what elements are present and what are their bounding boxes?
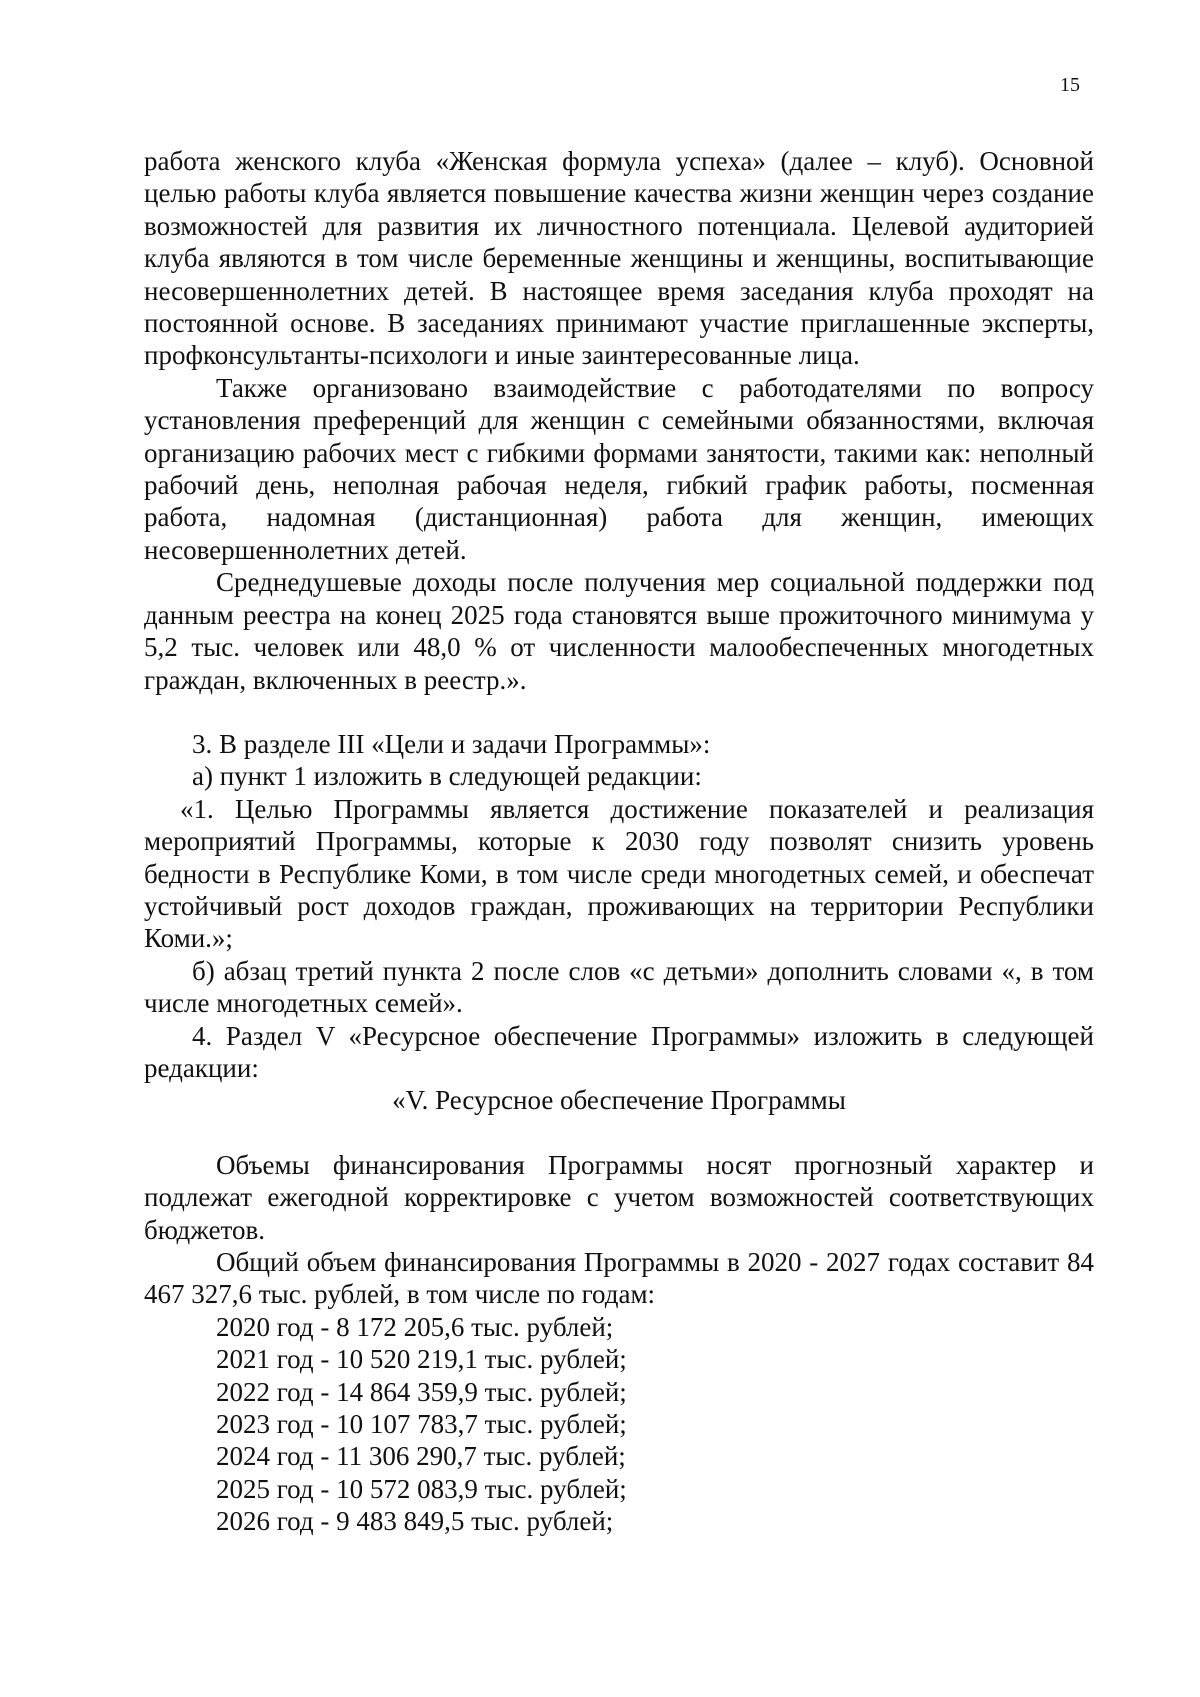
page-number: 15 (1060, 74, 1080, 96)
document-body (144, 145, 1094, 1538)
list-item: 2026 год - 9 483 849,5 тыс. рублей; (216, 1506, 614, 1537)
paragraph-womens-club: работа женского клуба «Женская формула успеха» (далее – клуб). Основной целью работы клуба является повышение качества жизни женщин через создание возможностей для развития их личностного потенциала. Целевой аудиторией клуба являются в том числе беременные женщины и женщины, воспитывающие несовершеннолетних детей. В настоящее время заседания клуба проходят на постоянной основе. В заседаниях принимают участие приглашенные эксперты, профконсультанты-психологи и иные заинтересованные лица. (144, 146, 1094, 371)
list-item: 2021 год - 10 520 219,1 тыс. рублей; (216, 1344, 627, 1375)
spacer (144, 696, 1094, 728)
paragraph-goal: «1. Целью Программы является достижение показателей и реализация мероприятий Программы, которые к 2030 году позволят снизить уровень бедности в Республике Коми, в том числе среди многодетных семей, и обеспечат устойчивый рост доходов граждан, проживающих на территории Республики Коми.»; (144, 793, 1094, 954)
list-item: 2022 год - 14 864 359,9 тыс. рублей; (216, 1376, 627, 1407)
list-item: 2024 год - 11 306 290,7 тыс. рублей; (216, 1441, 626, 1472)
funding-by-year-list (144, 1311, 1094, 1538)
list-item: 2020 год - 8 172 205,6 тыс. рублей; (216, 1311, 614, 1342)
section-heading: «V. Ресурсное обеспечение Программы (392, 1085, 846, 1116)
paragraph-employers: Также организовано взаимодействие с работодателями по вопросу установления преференций для женщин с семейными обязанностями, включая организацию рабочих мест с гибкими формами занятости, такими как: неполный рабочий день, неполная рабочая неделя, гибкий график работы, посменная работа, надомная (дистанционная) работа для женщин, имеющих несовершеннолетних детей. (144, 372, 1094, 565)
paragraph-funding-forecast: Объемы финансирования Программы носят прогнозный характер и подлежат ежегодной корректировке с учетом возможностей соответствующих бюджетов. (144, 1149, 1094, 1245)
paragraph-item-b: б) абзац третий пункта 2 после слов «с детьми» дополнить словами «, в том числе многодетных семей». (144, 955, 1094, 1019)
paragraph-income: Среднедушевые доходы после получения мер социальной поддержки под данным реестра на конец 2025 года становятся выше прожиточного минимума у 5,2 тыс. человек или 48,0 % от численности малообеспеченных многодетных граждан, включенных в реестр.». (144, 567, 1094, 695)
paragraph-section-4: 4. Раздел V «Ресурсное обеспечение Программы» изложить в следующей редакции: (144, 1020, 1094, 1083)
spacer (144, 1117, 1094, 1149)
paragraph-section-3: 3. В разделе III «Цели и задачи Программы»: (192, 728, 711, 759)
list-item: 2025 год - 10 572 083,9 тыс. рублей; (216, 1473, 627, 1504)
paragraph-total-funding: Общий объем финансирования Программы в 2020 - 2027 годах составит 84 467 327,6 тыс. рублей, в том числе по годам: (144, 1247, 1094, 1310)
paragraph-item-a: а) пункт 1 изложить в следующей редакции: (192, 761, 702, 792)
list-item: 2023 год - 10 107 783,7 тыс. рублей; (216, 1409, 627, 1440)
